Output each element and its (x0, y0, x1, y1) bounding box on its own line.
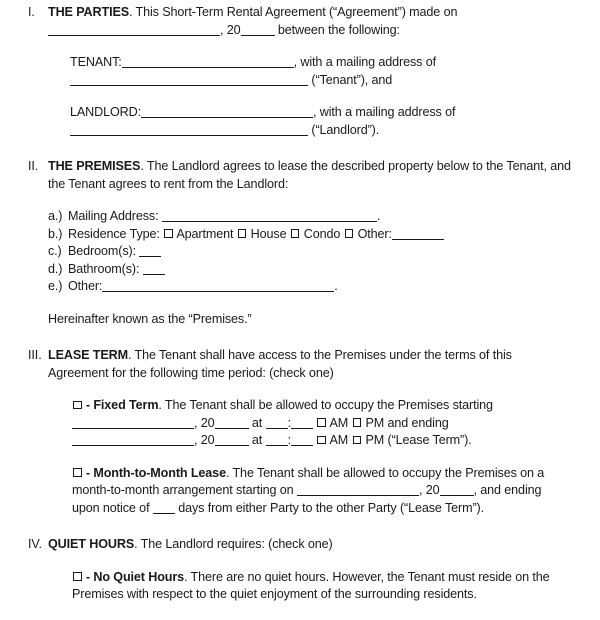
checkbox-end-am[interactable] (317, 436, 326, 445)
landlord-line-2 (70, 122, 572, 140)
section-numeral-iv: IV. (28, 537, 42, 551)
trail-period-a: . (376, 209, 381, 223)
option-month-to-month (48, 465, 572, 518)
section-body-quiet-hours (48, 536, 600, 604)
option-apartment: Apartment (176, 226, 234, 241)
checkbox-apartment[interactable] (164, 229, 173, 238)
list-item (48, 261, 572, 279)
checkbox-month-to-month[interactable] (73, 468, 82, 477)
landlord-line-1 (70, 104, 572, 122)
option-condo: Condo (303, 226, 341, 241)
fixed-term-text: . The Tenant shall be allowed to occupy the Premises starting (158, 398, 493, 412)
blank-start-year[interactable] (215, 428, 249, 429)
month-to-month-dash: - (85, 465, 94, 480)
label-fixed-term: Fixed Term (93, 398, 159, 412)
label-mailing-address: Mailing Address: (68, 209, 159, 223)
item-text-mailing-address (68, 208, 572, 226)
label-no-quiet-hours: No Quiet Hours (93, 569, 185, 584)
quiet-hours-intro-text: . The Landlord requires: (check one) (134, 537, 333, 551)
fixed-term-line-1 (72, 397, 572, 415)
heading-lease-term: LEASE TERM (48, 348, 128, 362)
tenant-label: TENANT: (70, 55, 122, 69)
mtm-text-e: days from either Party to the other Party (“Lease Term”). (174, 500, 484, 515)
section-premises (0, 158, 600, 328)
fixed-term-end-line (72, 432, 572, 450)
premises-closing: Hereinafter known as the “Premises.” (48, 311, 252, 326)
tenant-block (48, 54, 572, 89)
blank-end-date[interactable] (72, 445, 194, 446)
lease-term-intro-text: . The Tenant shall have access to the Premises under the terms of this Agreement for the following time period: (check one) (48, 348, 512, 380)
no-quiet-hours-dash: - (85, 569, 94, 584)
tenant-line-2 (70, 72, 572, 90)
fixed-term-dash: - (85, 398, 94, 412)
end-am-label: AM (329, 433, 349, 447)
item-marker-c: c.) (48, 244, 62, 258)
option-fixed-term (48, 397, 572, 450)
end-year-prefix: , 20 (194, 433, 215, 447)
section-body-parties (48, 4, 600, 139)
tenant-after-text: , with a mailing address of (293, 55, 436, 69)
blank-start-date[interactable] (72, 428, 194, 429)
option-other: Other: (357, 226, 392, 241)
blank-bathrooms[interactable] (143, 274, 165, 275)
item-marker-e: e.) (48, 279, 63, 293)
option-house: House (250, 226, 287, 241)
mtm-text-d: , and ending upon notice of (72, 483, 542, 515)
blank-end-minute[interactable] (291, 445, 313, 446)
blank-mailing-address[interactable] (162, 221, 377, 222)
section-body-premises (48, 158, 600, 328)
end-tail-text: (“Lease Term”). (384, 433, 472, 447)
checkbox-start-am[interactable] (317, 418, 326, 427)
item-marker-a: a.) (48, 209, 63, 223)
start-am-label: AM (329, 415, 349, 430)
landlord-block (48, 104, 572, 139)
item-text-residence-type (68, 226, 572, 244)
start-year-prefix: , 20 (194, 415, 215, 430)
end-pm-label: PM (365, 433, 385, 447)
checkbox-fixed-term[interactable] (73, 401, 82, 410)
mtm-text-b: , (418, 483, 423, 497)
label-other-premises: Other: (68, 279, 103, 293)
landlord-label: LANDLORD: (70, 105, 142, 119)
lease-term-intro (48, 347, 572, 382)
no-quiet-hours-text (72, 569, 572, 604)
checkbox-condo[interactable] (291, 229, 300, 238)
blank-date[interactable] (48, 35, 220, 36)
list-item (48, 208, 572, 226)
blank-other-residence[interactable] (392, 239, 444, 240)
blank-other-premises[interactable] (102, 291, 334, 292)
label-bathrooms: Bathroom(s): (68, 261, 140, 276)
checkbox-no-quiet-hours[interactable] (73, 572, 82, 581)
blank-landlord-address[interactable] (70, 135, 308, 136)
parties-intro (48, 4, 572, 22)
section-body-lease-term (48, 347, 600, 517)
landlord-quoted-text: (“Landlord”). (308, 122, 380, 137)
blank-landlord-name[interactable] (141, 117, 313, 118)
premises-intro (48, 158, 572, 193)
mtm-text-c: 20 (425, 483, 440, 497)
tenant-line-1 (70, 54, 572, 72)
option-no-quiet-hours (48, 569, 572, 604)
item-marker-b: b.) (48, 226, 63, 241)
list-item (48, 278, 572, 296)
blank-tenant-name[interactable] (122, 67, 294, 68)
blank-mtm-year[interactable] (440, 495, 474, 496)
heading-the-premises: THE PREMISES (48, 159, 141, 173)
end-at-text: at (248, 433, 266, 447)
start-pm-label: PM (365, 415, 385, 430)
checkbox-end-pm[interactable] (353, 436, 362, 445)
fixed-term-start-line (72, 415, 572, 433)
checkbox-house[interactable] (238, 229, 247, 238)
blank-tenant-address[interactable] (70, 85, 308, 86)
mtm-text-a: . The Tenant shall be allowed to occupy the Premises on a month-to-month arrangement starting on (72, 465, 545, 497)
item-text-bathrooms (68, 261, 572, 279)
parties-intro-text: . This Short-Term Rental Agreement (“Agreement”) made on (129, 5, 458, 19)
trail-period-e: . (334, 279, 338, 293)
list-item (48, 243, 572, 261)
tenant-quoted-text: (“Tenant”), and (308, 72, 393, 87)
parties-date-line (48, 22, 572, 40)
item-text-other (68, 278, 572, 296)
section-parties (0, 0, 600, 139)
list-item (48, 226, 572, 244)
no-quiet-hours-body: . There are no quiet hours. However, the Tenant must reside on the Premises with respect to the quiet enjoyment of the surrounding residents. (72, 569, 550, 601)
section-quiet-hours (0, 536, 600, 604)
end-colon: : (287, 433, 291, 447)
blank-start-minute[interactable] (291, 428, 313, 429)
checkbox-start-pm[interactable] (353, 418, 362, 427)
label-bedrooms: Bedroom(s): (68, 244, 136, 258)
blank-end-hour[interactable] (266, 445, 288, 446)
heading-quiet-hours: QUIET HOURS (48, 537, 135, 551)
quiet-hours-intro (48, 536, 572, 554)
blank-mtm-start-date[interactable] (297, 495, 419, 496)
blank-start-hour[interactable] (266, 428, 288, 429)
premises-intro-text: . The Landlord agrees to lease the described property below to the Tenant, and the Tenant agrees to rent from the Landlord: (48, 159, 571, 191)
section-lease-term (0, 347, 600, 517)
blank-notice-days[interactable] (153, 513, 175, 514)
parties-between-text: between the following: (274, 22, 400, 37)
parties-year-prefix: , 20 (220, 22, 241, 37)
checkbox-other-residence[interactable] (345, 229, 354, 238)
start-at-text: at (248, 415, 266, 430)
blank-year[interactable] (241, 35, 275, 36)
heading-the-parties: THE PARTIES (48, 5, 130, 19)
landlord-after-text: , with a mailing address of (313, 105, 456, 119)
month-to-month-text (72, 465, 572, 518)
blank-bedrooms[interactable] (139, 256, 161, 257)
section-numeral-ii: II. (28, 159, 39, 173)
item-text-bedrooms (68, 243, 572, 261)
start-tail-text: and ending (384, 415, 449, 430)
item-marker-d: d.) (48, 261, 63, 276)
premises-item-list (48, 208, 572, 296)
section-numeral-iii: III. (28, 348, 42, 362)
start-colon: : (287, 415, 291, 430)
label-residence-type: Residence Type: (68, 226, 160, 241)
blank-end-year[interactable] (215, 445, 249, 446)
section-numeral-i: I. (28, 5, 35, 19)
label-month-to-month: Month-to-Month Lease (93, 465, 226, 480)
